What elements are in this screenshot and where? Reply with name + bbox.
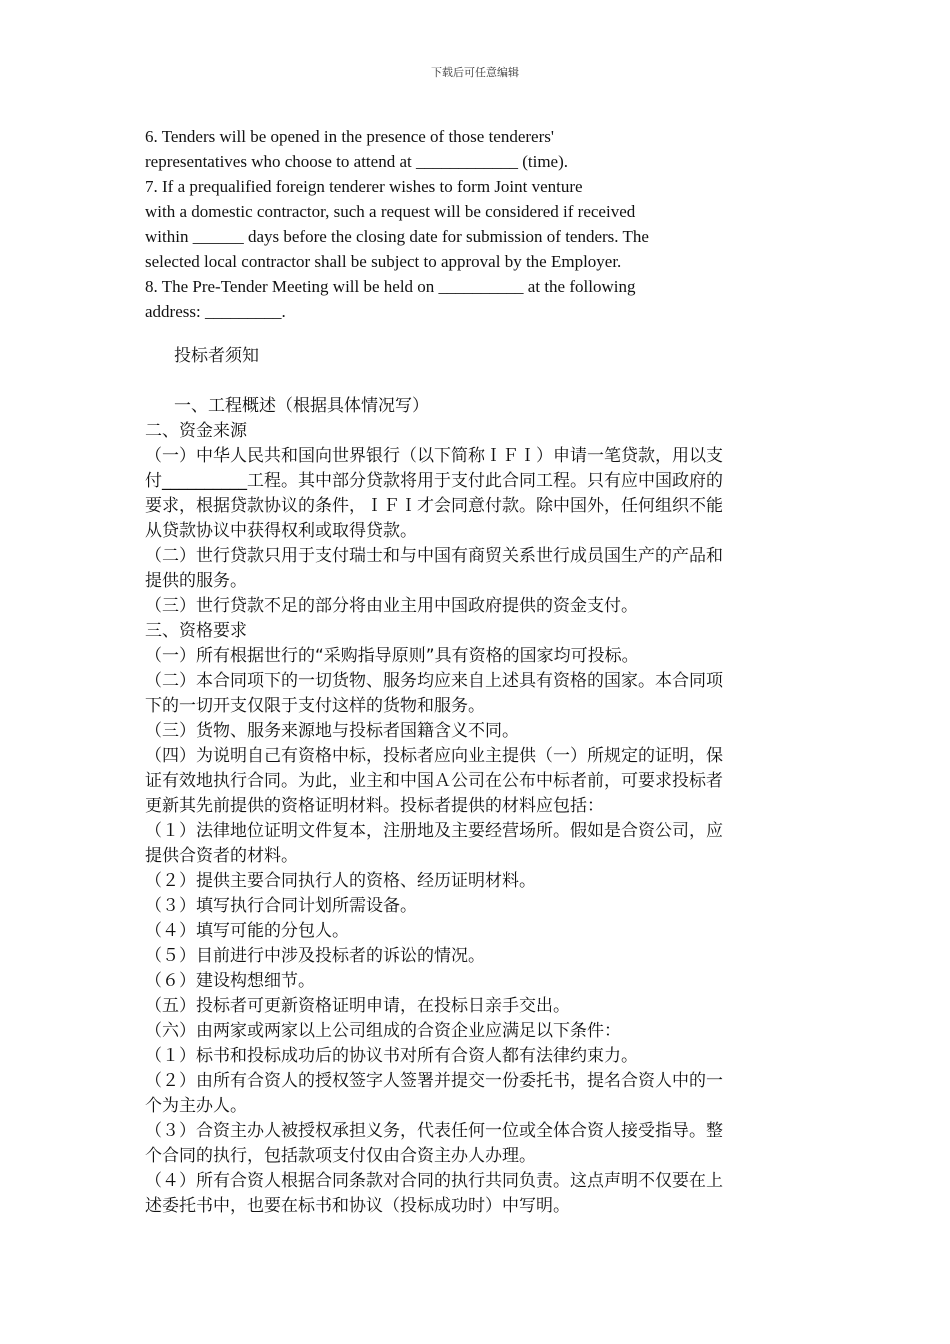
text-line: 付__________工程。其中部分贷款将用于支付此合同工程。只有应中国政府的 bbox=[145, 471, 723, 491]
text-line: （１）法律地位证明文件复本，注册地及主要经营场所。假如是合资公司，应 bbox=[145, 821, 723, 841]
text-line: （四）为说明自己有资格中标，投标者应向业主提供（一）所规定的证明，保 bbox=[145, 746, 723, 766]
text-line: 提供的服务。 bbox=[145, 571, 247, 591]
text-line: （３）合资主办人被授权承担义务，代表任何一位或全体合资人接受指导。整 bbox=[145, 1121, 723, 1141]
page-header: 下载后可任意编辑 bbox=[431, 66, 519, 79]
text-line: （３）填写执行合同计划所需设备。 bbox=[145, 896, 417, 916]
heading-project-overview: 一、工程概述（根据具体情况写） bbox=[174, 396, 429, 416]
heading-eligibility: 三、资格要求 bbox=[145, 621, 247, 641]
text-line: （２）提供主要合同执行人的资格、经历证明材料。 bbox=[145, 871, 536, 891]
text-line: 个为主办人。 bbox=[145, 1096, 247, 1116]
text-line: 述委托书中，也要在标书和协议（投标成功时）中写明。 bbox=[145, 1196, 570, 1216]
section-title: 投标者须知 bbox=[174, 346, 259, 366]
english-clauses bbox=[145, 124, 785, 324]
text-line: （三）货物、服务来源地与投标者国籍含义不同。 bbox=[145, 721, 519, 741]
text-line: （１）标书和投标成功后的协议书对所有合资人都有法律约束力。 bbox=[145, 1046, 638, 1066]
text-line: 个合同的执行，包括款项支付仅由合资主办人办理。 bbox=[145, 1146, 536, 1166]
text-line: （三）世行贷款不足的部分将由业主用中国政府提供的资金支付。 bbox=[145, 596, 638, 616]
text-line: （一）中华人民共和国向世界银行（以下简称ＩＦＩ）申请一笔贷款，用以支 bbox=[145, 446, 723, 466]
text-line: （５）目前进行中涉及投标者的诉讼的情况。 bbox=[145, 946, 485, 966]
text-line: 8. The Pre-Tender Meeting will be held on __________ at the following bbox=[145, 277, 636, 296]
spacer bbox=[145, 369, 805, 394]
text-line: 从贷款协议中获得权利或取得贷款。 bbox=[145, 521, 417, 541]
text-line: with a domestic contractor, such a request will be considered if received bbox=[145, 202, 636, 221]
text-line: 提供合资者的材料。 bbox=[145, 846, 298, 866]
text-line: address: _________. bbox=[145, 302, 286, 321]
instructions-to-tenderers bbox=[145, 344, 805, 1219]
text-line: （六）由两家或两家以上公司组成的合资企业应满足以下条件： bbox=[145, 1021, 621, 1041]
text-line: （二）本合同项下的一切货物、服务均应来自上述具有资格的国家。本合同项 bbox=[145, 671, 723, 691]
text-line: 6. Tenders will be opened in the presence of those tenderers' bbox=[145, 127, 554, 146]
text-line: 下的一切开支仅限于支付这样的货物和服务。 bbox=[145, 696, 485, 716]
text-line: 要求，根据贷款协议的条件，ＩＦＩ才会同意付款。除中国外，任何组织不能 bbox=[145, 496, 723, 516]
text-line: （４）所有合资人根据合同条款对合同的执行共同负责。这点声明不仅要在上 bbox=[145, 1171, 723, 1191]
text-line: within ______ days before the closing date for submission of tenders. The bbox=[145, 227, 649, 246]
text-line: 证有效地执行合同。为此，业主和中国Ａ公司在公布中标者前，可要求投标者 bbox=[145, 771, 723, 791]
text-line: 7. If a prequalified foreign tenderer wishes to form Joint venture bbox=[145, 177, 583, 196]
heading-funding: 二、资金来源 bbox=[145, 421, 247, 441]
text-line: （６）建设构想细节。 bbox=[145, 971, 315, 991]
text-line: （二）世行贷款只用于支付瑞士和与中国有商贸关系世行成员国生产的产品和 bbox=[145, 546, 723, 566]
text-line: （一）所有根据世行的“采购指导原则”具有资格的国家均可投标。 bbox=[145, 646, 639, 666]
text-line: selected local contractor shall be subject to approval by the Employer. bbox=[145, 252, 622, 271]
text-line: 更新其先前提供的资格证明材料。投标者提供的材料应包括： bbox=[145, 796, 604, 816]
text-line: （五）投标者可更新资格证明申请，在投标日亲手交出。 bbox=[145, 996, 570, 1016]
text-line: （２）由所有合资人的授权签字人签署并提交一份委托书，提名合资人中的一 bbox=[145, 1071, 723, 1091]
text-line: representatives who choose to attend at ____________ (time). bbox=[145, 152, 568, 171]
text-line: （４）填写可能的分包人。 bbox=[145, 921, 349, 941]
